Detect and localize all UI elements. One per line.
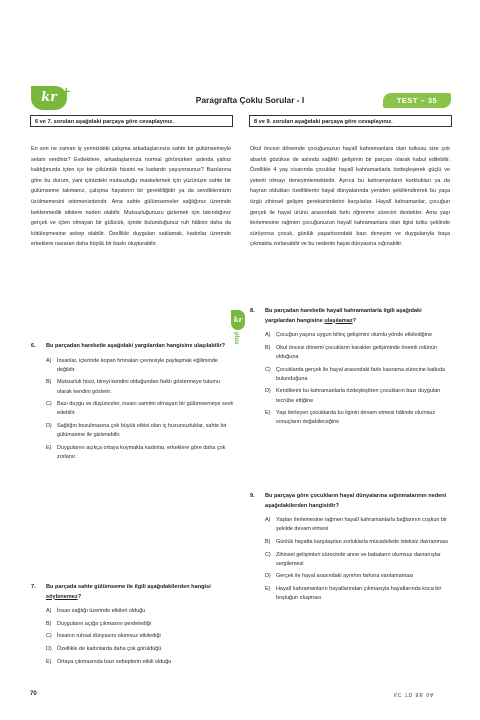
option-e[interactable]: E) Yaşı ilerleyen çocuklarda bu ilginin devam etmesi hâlinde olumsuz sonuçların doğabileceğine xyxy=(265,410,436,426)
question-stem: Bu parçada sahte gülümseme ile ilgili aşağıdakilerden hangisi söylenemez? xyxy=(46,584,211,600)
underlined-keyword: söylenemez xyxy=(46,593,78,600)
answer-key-strip: 6C 7D 8B 9A xyxy=(394,691,435,697)
option-b[interactable]: B) Duyguların açığa çıkmasını perdelediği xyxy=(46,620,151,627)
option-c[interactable]: C) İnsanın ruhsal dünyasını olumsuz etkilediği xyxy=(46,633,161,640)
option-b[interactable]: B) Günlük hayatta karşılaşılan zorluklarla mücadelede isteksiz davranması xyxy=(265,538,449,545)
option-e[interactable]: E) Ortaya çıkmasında bazı sebeplerin etkili olduğu xyxy=(46,658,172,665)
option-d[interactable]: D) Kendilerini bu kahramanlarla özdeşleştiren çocukların bazı duyguları tecrübe ettiğine xyxy=(265,388,441,404)
question-7 xyxy=(31,583,234,670)
side-logo-label: plus xyxy=(233,332,239,345)
option-e[interactable]: E) Duygularını açıkça ortaya koymakta kadınlar, erkeklere göre daha çok zorlanır. xyxy=(46,444,226,460)
option-a[interactable]: A) İnsan sağlığı üzerinde etkileri olduğu xyxy=(46,608,146,615)
side-logo-mark: kr xyxy=(231,310,245,330)
option-a[interactable]: A) Çocuğun yaşına uygun bilinç gelişimini olumlu yönde etkilediğine xyxy=(265,332,432,339)
answer-options xyxy=(31,607,234,667)
option-e[interactable]: E) Hayalî kahramanların hayatlarından çıkmasıyla hayatlarında koca bir boşluğun oluşması xyxy=(265,585,442,602)
page-number: 70 xyxy=(30,691,37,697)
right-section-instruction: 8 ve 9. soruları aşağıdaki parçaya göre cevaplayınız. xyxy=(249,115,452,127)
page-title: Paragrafta Çoklu Sorular - I xyxy=(195,95,305,105)
option-d[interactable]: D) Gerçek ile hayal arasındaki ayrımın farkına varılamaması xyxy=(265,573,414,580)
question-stem: Bu parçadan hareketle aşağıdaki yargılardan hangisine ulaşılabilir? xyxy=(46,343,226,349)
logo-plus-icon: + xyxy=(61,85,71,98)
left-passage: En son ne zaman iş yerinizdeki çalışma arkadaşlarınıza sahte bir gülümsemeyle selam verdiniz? Evdekilere, arkadaşlarınıza normal görünürken aslında yalnız kaldığınızda içten içe bir çöküntük hissini ne kadardır yaşıyorsunuz? Bazılarına göre bu durum, yani içinizdeki mutsuzluğu maskelemek için yüzünüze sahte bir gülümseme takmanız, çalışma hayatının bir gerekliliğidir ya da sevdiklerinizin üzülmemesini istemenizdendir. Ama sahte gülümsemeler sağlığınız üzerinde beklenmedik etkilere neden olabilir. Mutsuzluğunuzu gizlemek için takındığınız gerçek ve içten olmayan bir gülücük, içinde bulunduğunuz ruh hâlinin daha da kötüleşmesine sebep olabilir. Özellikle duyguları saklamak, kadınlar üzerinde erkeklere nazaran daha büyük bir baskı oluşturabilir. xyxy=(31,146,231,248)
question-stem: Bu parçaya göre çocukların hayal dünyalarına sığınmalarının nedeni aşağıdakilerden hangisidir? xyxy=(265,493,447,509)
option-c[interactable]: C) Zihinsel gelişimleri sürecinde anne ve babaların olumsuz davranışlar sergilemesi xyxy=(265,551,441,567)
question-8 xyxy=(250,307,453,431)
question-number: 7. xyxy=(31,584,36,590)
underlined-keyword: ulaşılamaz xyxy=(324,317,353,324)
option-b[interactable]: B) Okul öncesi dönemi çocukların karakter gelişiminde önemli rolünün olduğuna xyxy=(265,344,438,360)
option-d[interactable]: D) Sağlığın bozulmasına çok büyük etkisi olan iç huzursuzluklar, sahte bir gülümseme ile gizlenebilir. xyxy=(46,422,227,439)
answer-options xyxy=(250,331,453,427)
question-number: 8. xyxy=(250,308,255,314)
question-number: 9. xyxy=(250,493,255,499)
question-9 xyxy=(250,492,453,607)
test-badge: TEST – 35 xyxy=(383,93,451,108)
question-number: 6. xyxy=(31,343,36,349)
option-a[interactable]: A) Yaşları ilerlemesine rağmen hayalî kahramanlarla bağlarının coşkun bir şekilde devam etmesi xyxy=(265,517,447,533)
option-d[interactable]: D) Özellikle de kadınlarda daha çok görüldüğü xyxy=(46,645,162,652)
answer-options xyxy=(250,516,453,603)
logo-text: kr xyxy=(41,90,57,105)
right-passage: Okul öncesi dönemde çocuğunuzun hayalî kahramanlara olan tutkusu size çok abartılı gözükse de aslında sağlıklı gelişimin bir parçası olarak kabul edilebilir. Özellikle 4 yaş civarında çocuklar hayalî kahramanlarla özdeşleşerek güçlü ve yetenli olmayı deneyimlemektedir. Ayrıca bu kahramanların korktukları ya da hayran oldukları özelliklerini hayal dünyalarında yeniden şekillendirerek bu yaşa özgü zihinsel gelişim gereksinimlerini karşılarlar. Hayalî kahramanlar, çocuğun gerçek ile hayal ürünü arasındaki farkı öğrenme sürecini destekler. Ama yaşı ilerlemesine rağmen çocuğunuzun hayalî kahramanlara olan ilgisi tutku şeklinde sürüyorsa çocuk, günlük yaşantısındaki bazı deneyim ve duygularıyla başa çıkmakta zorlanabilir ve bu nedenle hayal dünyasına sığınabilir. xyxy=(250,146,450,248)
option-c[interactable]: C) Bazı duygu ve düşünceler, insanı samimi olmayan bir gülümsemeye sevk edebilir. xyxy=(46,401,234,417)
answer-options xyxy=(31,357,234,463)
option-b[interactable]: B) Mutsuzluk hissi, bireyi kendini olduğundan farklı göstermeye tutumu olarak kendini gösterir. xyxy=(46,379,220,395)
option-a[interactable]: A) İnsanlar, içlerinde kopan fırtınaları çevresiyle paylaşmak eğiliminde değildir. xyxy=(46,357,218,373)
question-6 xyxy=(31,342,234,466)
option-c[interactable]: C) Çocuklarda gerçek ile hayal arasındaki farkı kavrama sürecine katkıda bulunduğuna xyxy=(265,366,445,382)
left-section-instruction: 6 ve 7. soruları aşağıdaki parçaya göre cevaplayınız. xyxy=(30,115,233,127)
question-stem: Bu parçadan hareketle hayalî kahramanlarla ilgili aşağıdaki yargılardan hangisine ulaşılamaz? xyxy=(265,308,422,324)
publisher-logo xyxy=(31,85,71,110)
